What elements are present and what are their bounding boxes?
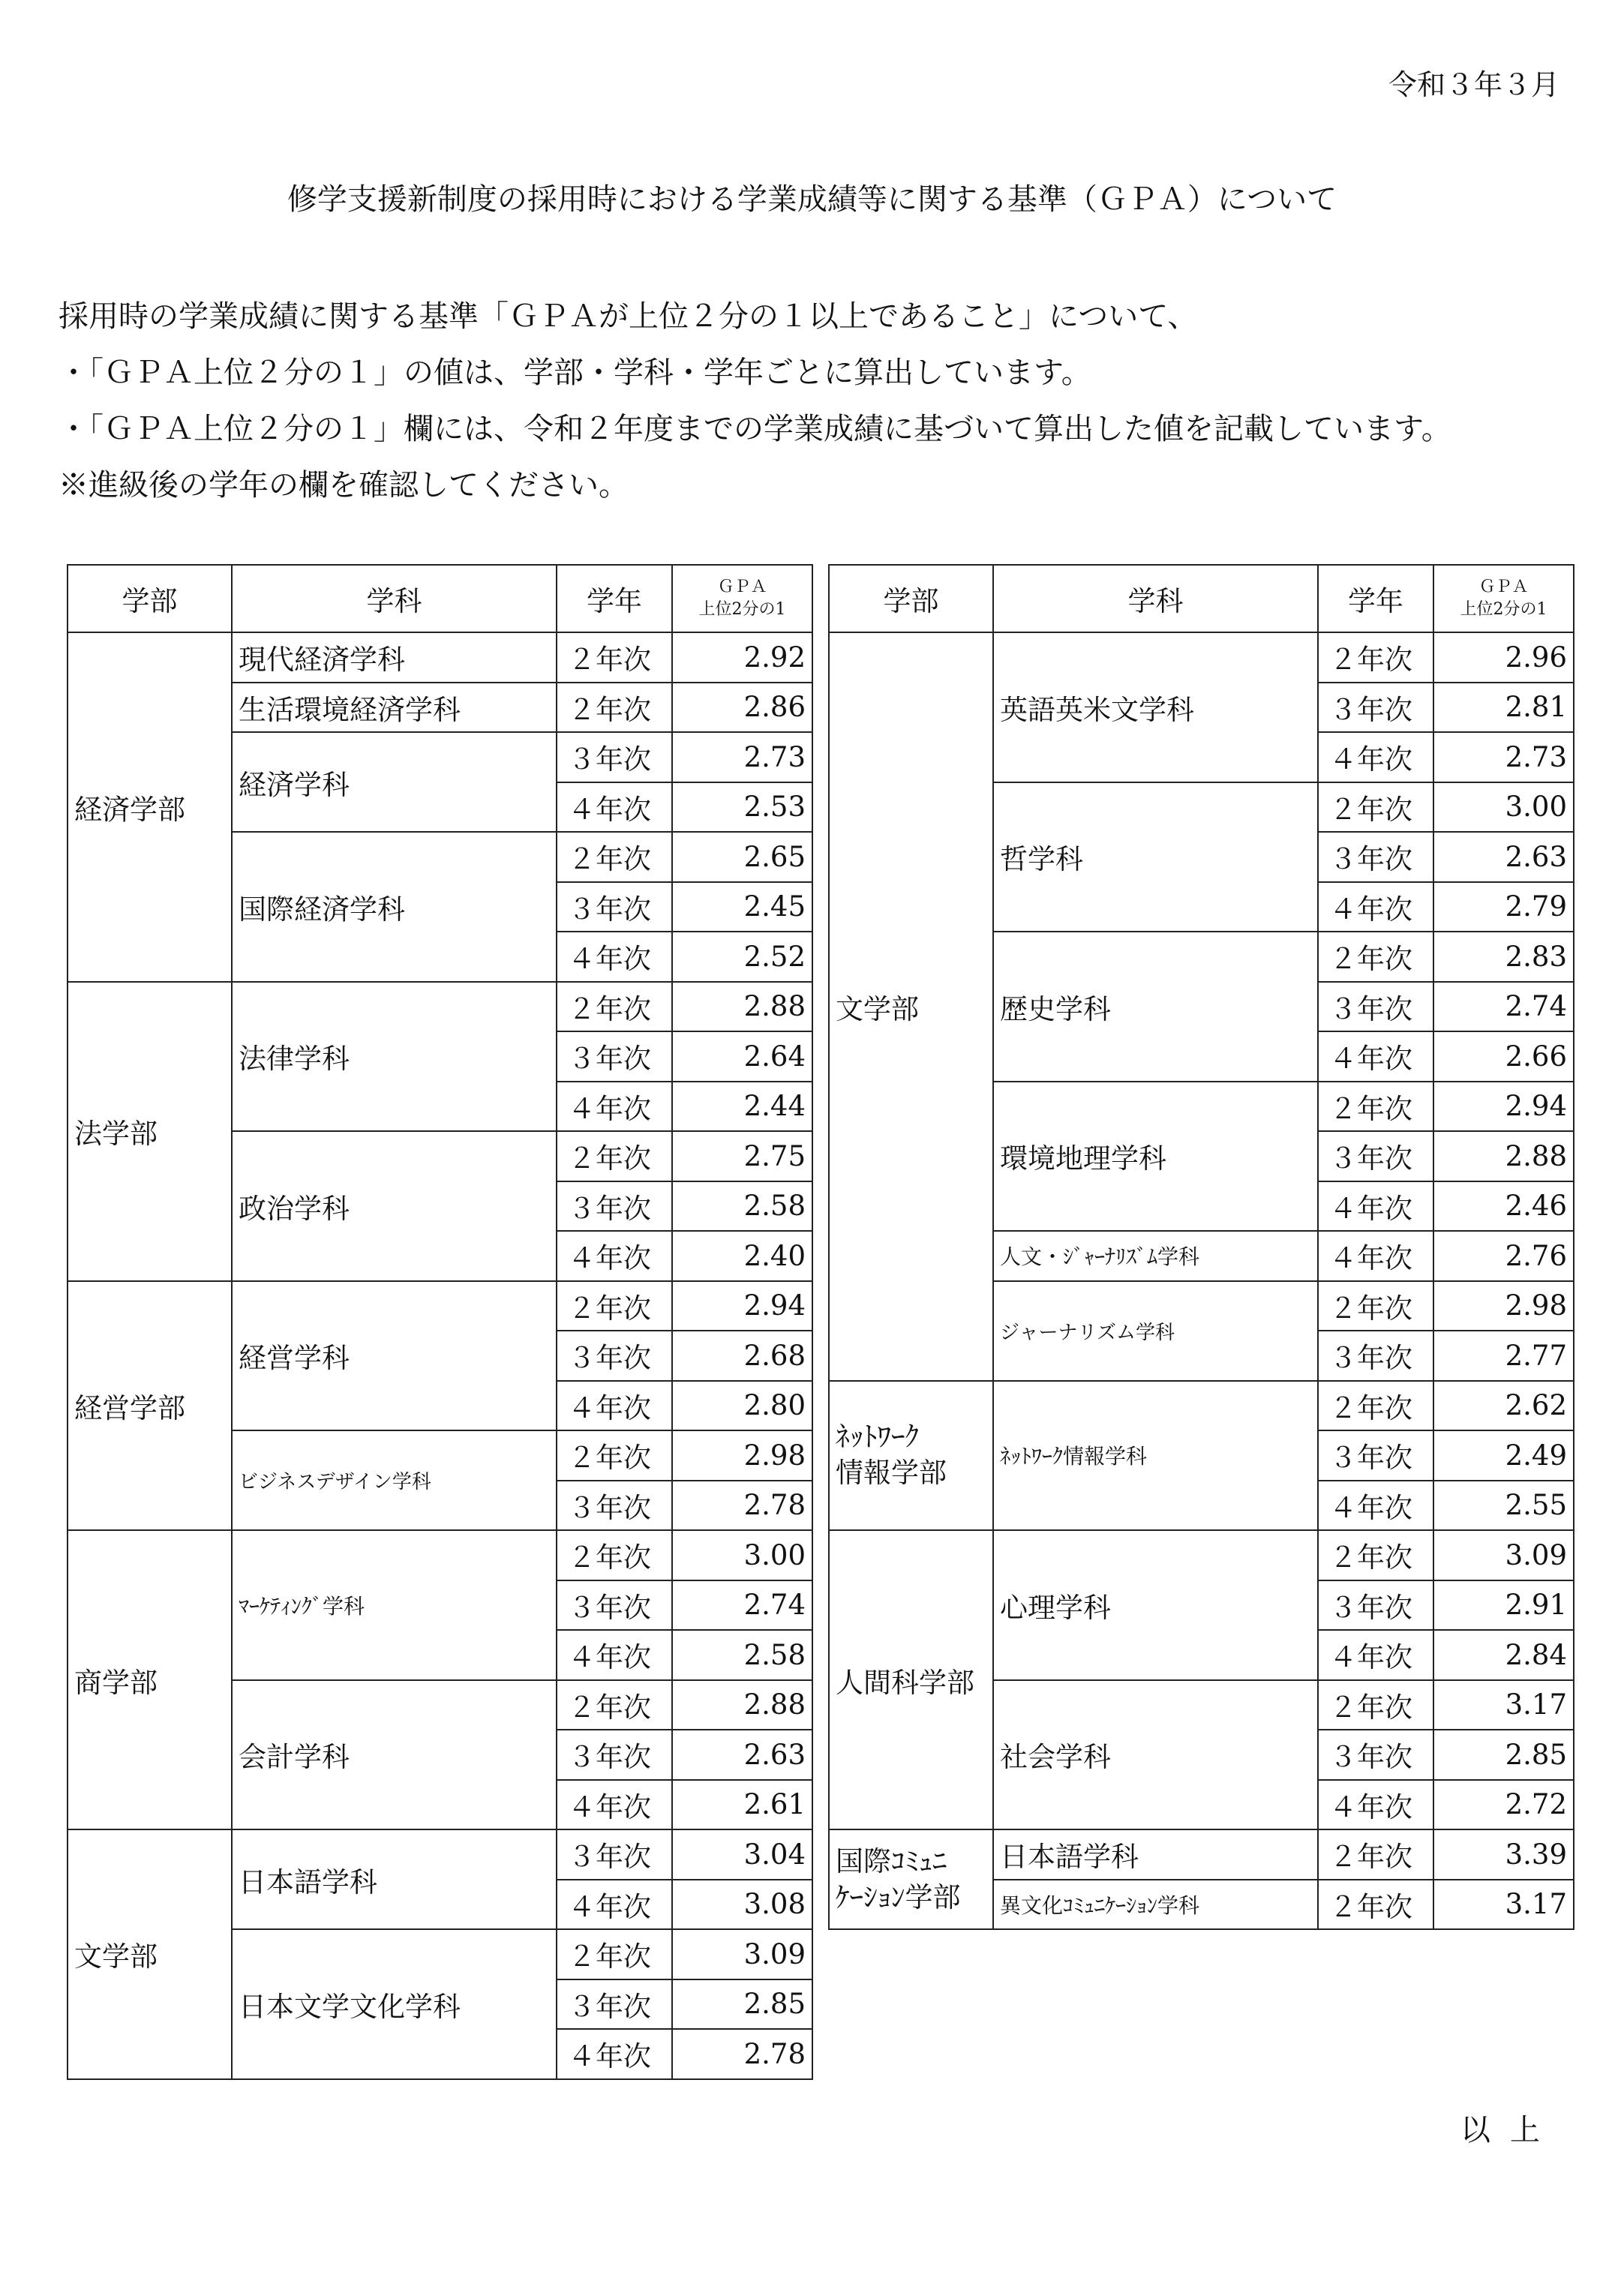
gpa-value-cell: 3.39 <box>1433 1829 1574 1880</box>
header-department: 学科 <box>993 565 1318 632</box>
gpa-value-cell: 2.74 <box>672 1580 812 1631</box>
gpa-value-cell: 2.52 <box>672 932 812 982</box>
year-cell: ４年次 <box>1318 732 1433 782</box>
table-body <box>68 632 812 2079</box>
year-cell: ３年次 <box>557 1979 672 2030</box>
year-cell: ３年次 <box>557 1331 672 1381</box>
faculty-cell: 人間科学部 <box>829 1530 993 1829</box>
gpa-value-cell: 2.75 <box>672 1131 812 1181</box>
year-cell: ３年次 <box>557 1481 672 1531</box>
gpa-value-cell: 2.40 <box>672 1231 812 1281</box>
table-header-row <box>68 565 812 632</box>
faculty-cell: 経済学部 <box>68 632 232 982</box>
department-cell: 国際経済学科 <box>232 832 557 982</box>
table-body <box>829 632 1574 1929</box>
gpa-value-cell: 2.65 <box>672 832 812 882</box>
table-row <box>68 1829 812 1880</box>
header-year: 学年 <box>1318 565 1433 632</box>
year-cell: ４年次 <box>557 932 672 982</box>
year-cell: ４年次 <box>557 2029 672 2079</box>
department-cell: ビジネスデザイン学科 <box>232 1430 557 1530</box>
department-cell: 経営学科 <box>232 1281 557 1431</box>
gpa-value-cell: 3.09 <box>672 1929 812 1979</box>
year-cell: ４年次 <box>557 782 672 833</box>
year-cell: ３年次 <box>1318 683 1433 733</box>
year-cell: ４年次 <box>557 1231 672 1281</box>
gpa-value-cell: 2.44 <box>672 1082 812 1132</box>
gpa-value-cell: 3.00 <box>1433 782 1574 833</box>
header-faculty: 学部 <box>68 565 232 632</box>
gpa-value-cell: 2.45 <box>672 882 812 932</box>
header-gpa-line1: ＧＰＡ <box>1478 578 1529 596</box>
table-row <box>829 632 1574 683</box>
header-faculty: 学部 <box>829 565 993 632</box>
gpa-value-cell: 2.68 <box>672 1331 812 1381</box>
year-cell: ３年次 <box>1318 832 1433 882</box>
intro-line: ※進級後の学年の欄を確認してください。 <box>59 468 629 503</box>
gpa-value-cell: 2.78 <box>672 2029 812 2079</box>
gpa-table-right <box>828 564 1574 1930</box>
year-cell: ２年次 <box>557 1131 672 1181</box>
faculty-cell: 文学部 <box>68 1829 232 2079</box>
gpa-value-cell: 3.00 <box>672 1530 812 1580</box>
gpa-value-cell: 3.09 <box>1433 1530 1574 1580</box>
department-cell: 歴史学科 <box>993 932 1318 1082</box>
intro-text <box>59 289 1451 514</box>
table-header-row <box>829 565 1574 632</box>
year-cell: ２年次 <box>557 1680 672 1730</box>
gpa-value-cell: 2.76 <box>1433 1231 1574 1281</box>
year-cell: ４年次 <box>557 1630 672 1680</box>
gpa-value-cell: 2.55 <box>1433 1481 1574 1531</box>
table-row <box>68 1530 812 1580</box>
gpa-value-cell: 2.86 <box>672 683 812 733</box>
gpa-value-cell: 2.74 <box>1433 982 1574 1032</box>
gpa-value-cell: 2.49 <box>1433 1430 1574 1481</box>
year-cell: ４年次 <box>557 1780 672 1830</box>
year-cell: ３年次 <box>557 1031 672 1082</box>
year-cell: ２年次 <box>557 1530 672 1580</box>
year-cell: ２年次 <box>1318 1530 1433 1580</box>
gpa-value-cell: 2.78 <box>672 1481 812 1531</box>
year-cell: ２年次 <box>557 1430 672 1481</box>
year-cell: ３年次 <box>1318 1730 1433 1780</box>
year-cell: ２年次 <box>557 632 672 683</box>
faculty-cell: ﾈｯﾄﾜｰｸ 情報学部 <box>829 1381 993 1531</box>
year-cell: ３年次 <box>1318 1131 1433 1181</box>
header-gpa-line2: 上位2分の1 <box>1460 600 1547 619</box>
year-cell: ３年次 <box>557 732 672 782</box>
gpa-value-cell: 2.94 <box>672 1281 812 1331</box>
gpa-value-cell: 3.04 <box>672 1829 812 1880</box>
header-department: 学科 <box>232 565 557 632</box>
table-row <box>68 1281 812 1331</box>
year-cell: ２年次 <box>1318 1880 1433 1930</box>
gpa-value-cell: 2.83 <box>1433 932 1574 982</box>
gpa-value-cell: 2.84 <box>1433 1630 1574 1680</box>
department-cell: 人文・ｼﾞｬｰﾅﾘｽﾞﾑ学科 <box>993 1231 1318 1281</box>
department-cell: 生活環境経済学科 <box>232 683 557 733</box>
table-row <box>829 1829 1574 1880</box>
gpa-value-cell: 2.96 <box>1433 632 1574 683</box>
department-cell: 現代経済学科 <box>232 632 557 683</box>
department-cell: 心理学科 <box>993 1530 1318 1680</box>
gpa-value-cell: 2.80 <box>672 1381 812 1431</box>
year-cell: ２年次 <box>1318 1281 1433 1331</box>
header-gpa-line1: ＧＰＡ <box>717 578 767 596</box>
year-cell: ２年次 <box>1318 1680 1433 1730</box>
closing-mark: 以上 <box>1460 2113 1559 2147</box>
faculty-cell: 文学部 <box>829 632 993 1381</box>
year-cell: ４年次 <box>557 1880 672 1930</box>
gpa-value-cell: 2.63 <box>1433 832 1574 882</box>
year-cell: ２年次 <box>557 832 672 882</box>
department-cell: 会計学科 <box>232 1680 557 1830</box>
gpa-value-cell: 2.46 <box>1433 1181 1574 1232</box>
gpa-value-cell: 2.94 <box>1433 1082 1574 1132</box>
year-cell: ２年次 <box>1318 932 1433 982</box>
department-cell: 環境地理学科 <box>993 1082 1318 1232</box>
intro-line: 採用時の学業成績に関する基準「ＧＰＡが上位２分の１以上であること」について、 <box>59 299 1198 334</box>
gpa-value-cell: 2.79 <box>1433 882 1574 932</box>
table-row <box>829 1381 1574 1431</box>
gpa-value-cell: 2.88 <box>672 982 812 1032</box>
intro-line: ・「ＧＰＡ上位２分の１」の値は、学部・学科・学年ごとに算出しています。 <box>59 356 1091 390</box>
year-cell: ２年次 <box>557 683 672 733</box>
faculty-cell: 商学部 <box>68 1530 232 1829</box>
gpa-value-cell: 2.77 <box>1433 1331 1574 1381</box>
gpa-value-cell: 2.81 <box>1433 683 1574 733</box>
gpa-value-cell: 2.91 <box>1433 1580 1574 1631</box>
gpa-value-cell: 2.58 <box>672 1181 812 1232</box>
year-cell: ４年次 <box>1318 1181 1433 1232</box>
gpa-value-cell: 2.98 <box>672 1430 812 1481</box>
gpa-value-cell: 2.98 <box>1433 1281 1574 1331</box>
document-date: 令和３年３月 <box>1388 68 1559 101</box>
header-gpa-line2: 上位2分の1 <box>698 600 786 619</box>
year-cell: ４年次 <box>1318 882 1433 932</box>
gpa-value-cell: 2.73 <box>1433 732 1574 782</box>
year-cell: ４年次 <box>1318 1031 1433 1082</box>
year-cell: ４年次 <box>557 1381 672 1431</box>
header-gpa <box>1433 565 1574 632</box>
intro-line: ・「ＧＰＡ上位２分の１」欄には、令和２年度までの学業成績に基づいて算出した値を記載しています。 <box>59 412 1451 446</box>
year-cell: ３年次 <box>557 1730 672 1780</box>
document-title: 修学支援新制度の採用時における学業成績等に関する基準（ＧＰＡ）について <box>287 182 1337 217</box>
gpa-value-cell: 2.73 <box>672 732 812 782</box>
department-cell: 政治学科 <box>232 1131 557 1281</box>
gpa-value-cell: 2.53 <box>672 782 812 833</box>
year-cell: ３年次 <box>557 1829 672 1880</box>
gpa-value-cell: 2.62 <box>1433 1381 1574 1431</box>
department-cell: 英語英米文学科 <box>993 632 1318 782</box>
department-cell: ﾏｰｹﾃｨﾝｸﾞ学科 <box>232 1530 557 1680</box>
gpa-value-cell: 2.88 <box>1433 1131 1574 1181</box>
year-cell: ２年次 <box>1318 1381 1433 1431</box>
department-cell: 日本語学科 <box>993 1829 1318 1880</box>
department-cell: 社会学科 <box>993 1680 1318 1830</box>
gpa-value-cell: 2.85 <box>1433 1730 1574 1780</box>
department-cell: 異文化ｺﾐｭﾆｹｰｼｮﾝ学科 <box>993 1880 1318 1930</box>
gpa-value-cell: 2.64 <box>672 1031 812 1082</box>
gpa-value-cell: 2.72 <box>1433 1780 1574 1830</box>
year-cell: ２年次 <box>1318 1829 1433 1880</box>
year-cell: ２年次 <box>557 1929 672 1979</box>
year-cell: ２年次 <box>557 1281 672 1331</box>
year-cell: ３年次 <box>557 1580 672 1631</box>
gpa-value-cell: 2.88 <box>672 1680 812 1730</box>
year-cell: ４年次 <box>1318 1780 1433 1830</box>
gpa-value-cell: 3.08 <box>672 1880 812 1930</box>
year-cell: ３年次 <box>557 1181 672 1232</box>
gpa-value-cell: 3.17 <box>1433 1880 1574 1930</box>
gpa-value-cell: 2.63 <box>672 1730 812 1780</box>
faculty-cell: 法学部 <box>68 982 232 1281</box>
gpa-value-cell: 2.92 <box>672 632 812 683</box>
department-cell: 哲学科 <box>993 782 1318 932</box>
gpa-value-cell: 2.58 <box>672 1630 812 1680</box>
gpa-value-cell: 2.61 <box>672 1780 812 1830</box>
gpa-value-cell: 2.85 <box>672 1979 812 2030</box>
year-cell: ２年次 <box>557 982 672 1032</box>
department-cell: 経済学科 <box>232 732 557 832</box>
department-cell: 日本語学科 <box>232 1829 557 1929</box>
year-cell: ３年次 <box>1318 982 1433 1032</box>
department-cell: 法律学科 <box>232 982 557 1132</box>
year-cell: ３年次 <box>1318 1331 1433 1381</box>
year-cell: ２年次 <box>1318 632 1433 683</box>
year-cell: ４年次 <box>557 1082 672 1132</box>
department-cell: ﾈｯﾄﾜｰｸ情報学科 <box>993 1381 1318 1531</box>
gpa-table-left <box>67 564 813 2080</box>
year-cell: ３年次 <box>1318 1580 1433 1631</box>
table-row <box>68 632 812 683</box>
gpa-value-cell: 2.66 <box>1433 1031 1574 1082</box>
table-row <box>68 982 812 1032</box>
header-year: 学年 <box>557 565 672 632</box>
year-cell: ３年次 <box>1318 1430 1433 1481</box>
year-cell: ４年次 <box>1318 1231 1433 1281</box>
year-cell: ３年次 <box>557 882 672 932</box>
year-cell: ４年次 <box>1318 1481 1433 1531</box>
year-cell: ４年次 <box>1318 1630 1433 1680</box>
table-row <box>829 1530 1574 1580</box>
header-gpa <box>672 565 812 632</box>
department-cell: ジャーナリズム学科 <box>993 1281 1318 1381</box>
gpa-value-cell: 3.17 <box>1433 1680 1574 1730</box>
faculty-cell: 経営学部 <box>68 1281 232 1531</box>
faculty-cell: 国際ｺﾐｭﾆ ｹｰｼｮﾝ学部 <box>829 1829 993 1929</box>
department-cell: 日本文学文化学科 <box>232 1929 557 2079</box>
year-cell: ２年次 <box>1318 782 1433 833</box>
year-cell: ２年次 <box>1318 1082 1433 1132</box>
